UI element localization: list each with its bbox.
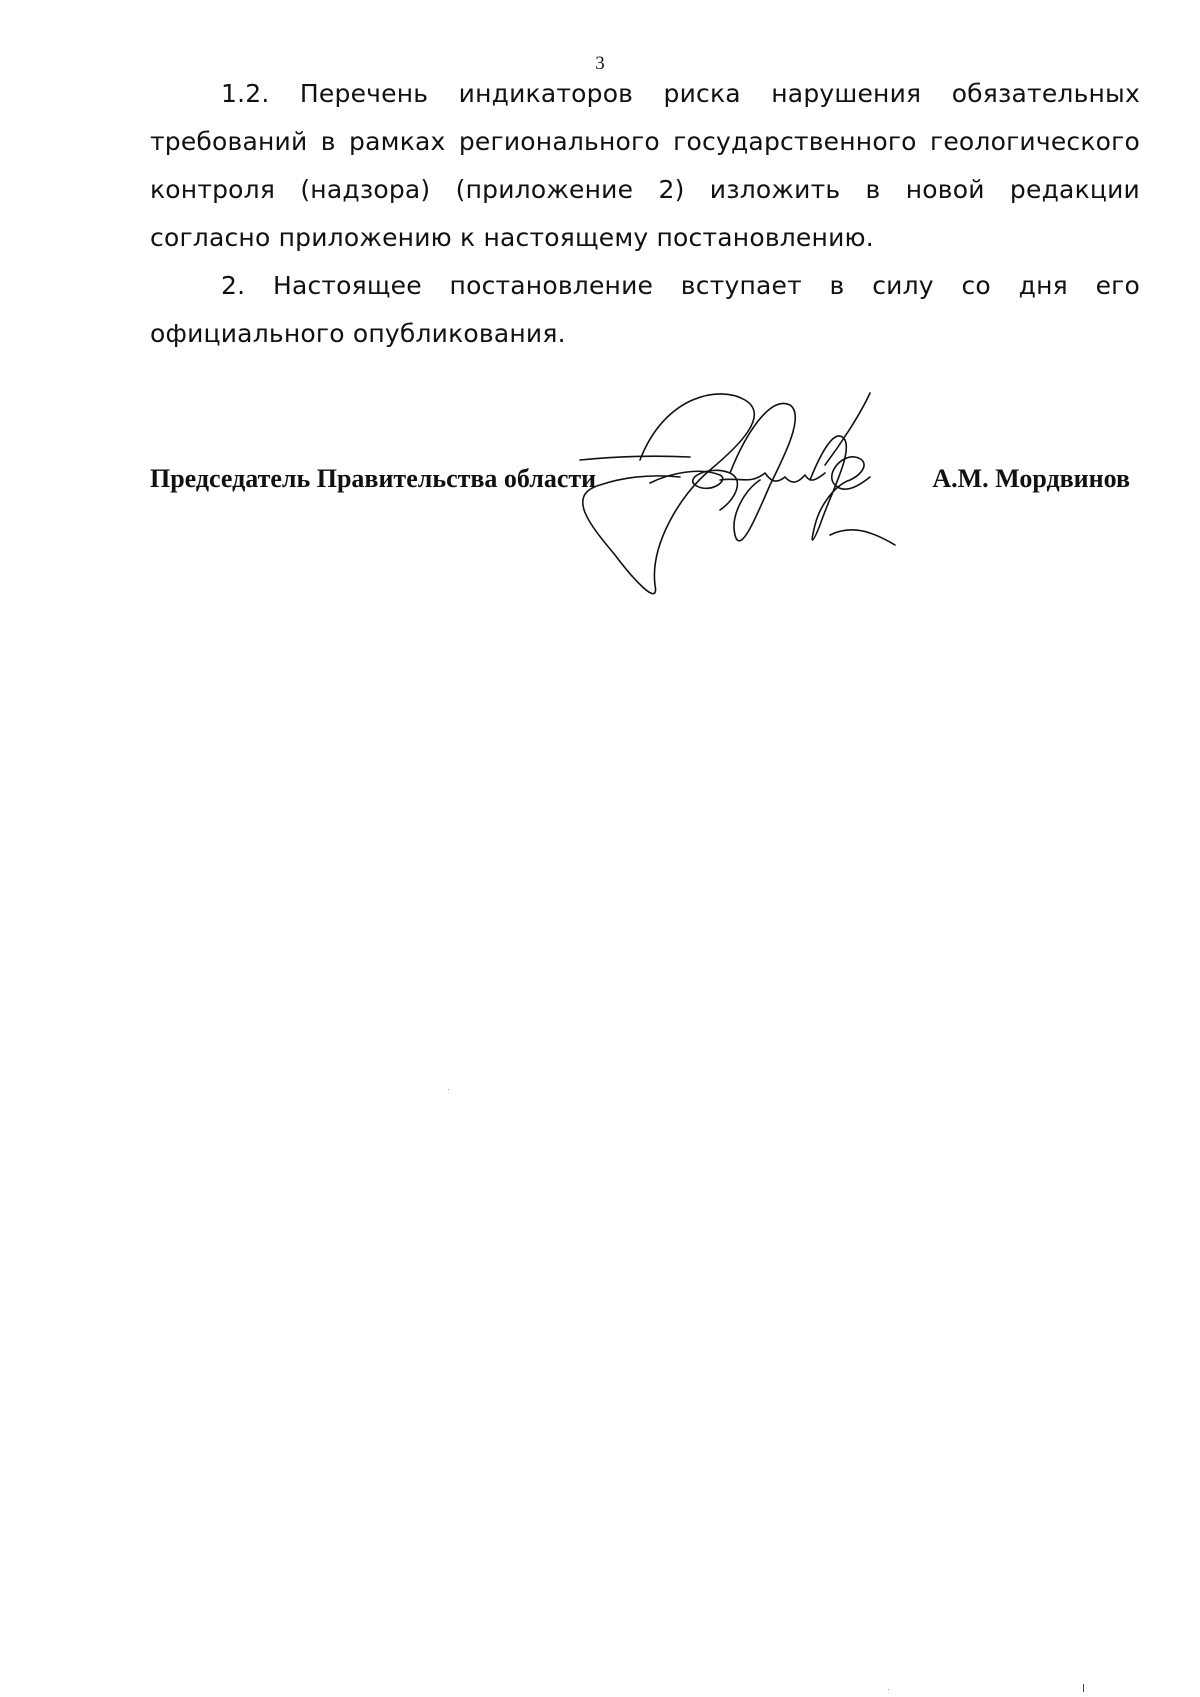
handwritten-signature: [570, 385, 950, 600]
signature-underline: [580, 456, 690, 460]
page-number: 3: [595, 53, 605, 74]
signatory-name: А.М. Мордвинов: [932, 464, 1130, 493]
scan-artifact: [888, 1689, 889, 1690]
signatory-position: Председатель Правительства области: [150, 464, 597, 493]
signature-loop-left: [583, 394, 755, 594]
paragraph-1-2: 1.2. Перечень индикаторов риска нарушения обязательных требований в рамках регионального государственного геологического контроля (надзора) (приложение 2) изложить в новой редакции согласно приложению к настоящему постановлению.: [150, 79, 1140, 252]
signature-loop-middle: [730, 403, 795, 540]
document-body: [150, 70, 1140, 358]
signature-slash: [825, 393, 870, 465]
scan-artifact: [1083, 1684, 1084, 1692]
signature-loop-right: [810, 436, 870, 540]
signature-tail: [830, 530, 895, 545]
paragraph-2: 2. Настоящее постановление вступает в силу со дня его официального опубликования.: [150, 271, 1140, 348]
scan-artifact: [448, 1089, 449, 1090]
